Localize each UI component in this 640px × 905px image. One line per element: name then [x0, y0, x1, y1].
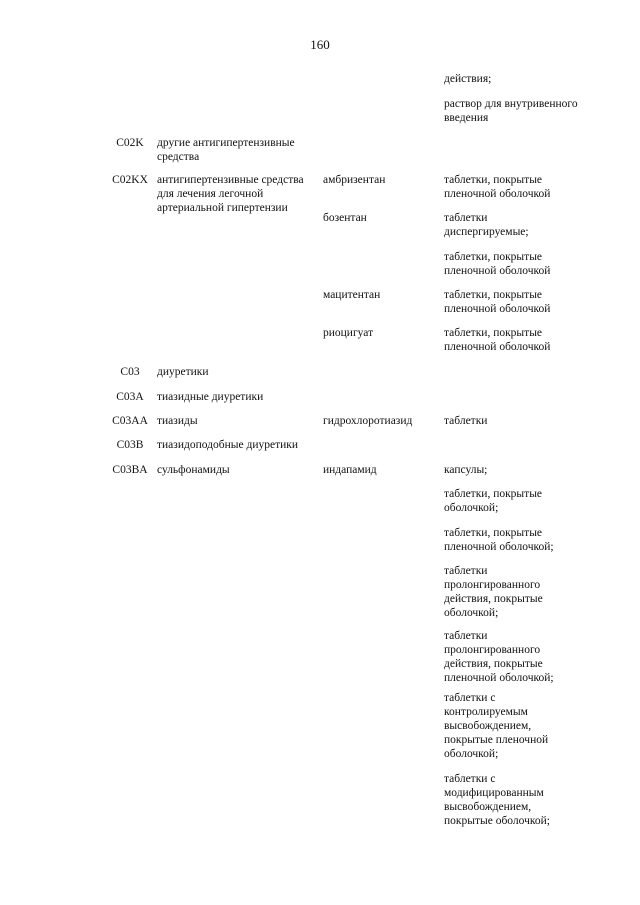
atc-code: C02KX — [112, 174, 148, 186]
dosage-form: таблетки пролонгированного действия, покрытые оболочкой; — [444, 565, 543, 619]
dosage-form: таблетки, покрытые пленочной оболочкой — [444, 174, 551, 200]
atc-code: C03AA — [112, 415, 148, 427]
group-name: диуретики — [157, 366, 209, 378]
substance-name: гидрохлоротиазид — [323, 415, 413, 427]
dosage-form: таблетки, покрытые оболочкой; — [444, 488, 543, 514]
dosage-form: таблетки с контролируемым высвобождением, покрытые пленочной оболочкой; — [444, 692, 549, 760]
group-name: тиазидные диуретики — [157, 391, 264, 403]
dosage-form: таблетки с модифицированным высвобождением, покрытые оболочкой; — [444, 773, 550, 827]
dosage-form: действия; — [444, 73, 492, 85]
group-name: антигипертензивные средства для лечения легочной артериальной гипертензии — [157, 174, 304, 214]
substance-name: риоцигуат — [323, 327, 374, 339]
atc-code: C03 — [120, 366, 140, 378]
atc-code: C03B — [116, 439, 144, 451]
dosage-form: таблетки диспергируемые; — [444, 212, 529, 238]
substance-name: бозентан — [323, 212, 367, 224]
dosage-form: раствор для внутривенного введения — [444, 98, 578, 124]
dosage-form: таблетки, покрытые пленочной оболочкой; — [444, 527, 554, 553]
dosage-form: таблетки, покрытые пленочной оболочкой — [444, 251, 551, 277]
dosage-form: капсулы; — [444, 464, 488, 476]
atc-code: C03BA — [112, 464, 148, 476]
page-number: 160 — [310, 37, 330, 52]
dosage-form: таблетки, покрытые пленочной оболочкой — [444, 289, 551, 315]
dosage-form: таблетки — [444, 415, 488, 427]
group-name: другие антигипертензивные средства — [157, 137, 295, 163]
group-name: тиазидоподобные диуретики — [157, 439, 298, 451]
atc-code: C03A — [116, 391, 144, 403]
substance-name: амбризентан — [323, 174, 386, 186]
dosage-form: таблетки, покрытые пленочной оболочкой — [444, 327, 551, 353]
atc-code: C02K — [116, 137, 144, 149]
substance-name: мацитентан — [323, 289, 381, 301]
substance-name: индапамид — [323, 464, 377, 476]
group-name: тиазиды — [157, 415, 198, 427]
group-name: сульфонамиды — [157, 464, 230, 476]
dosage-form: таблетки пролонгированного действия, покрытые пленочной оболочкой; — [444, 630, 554, 684]
